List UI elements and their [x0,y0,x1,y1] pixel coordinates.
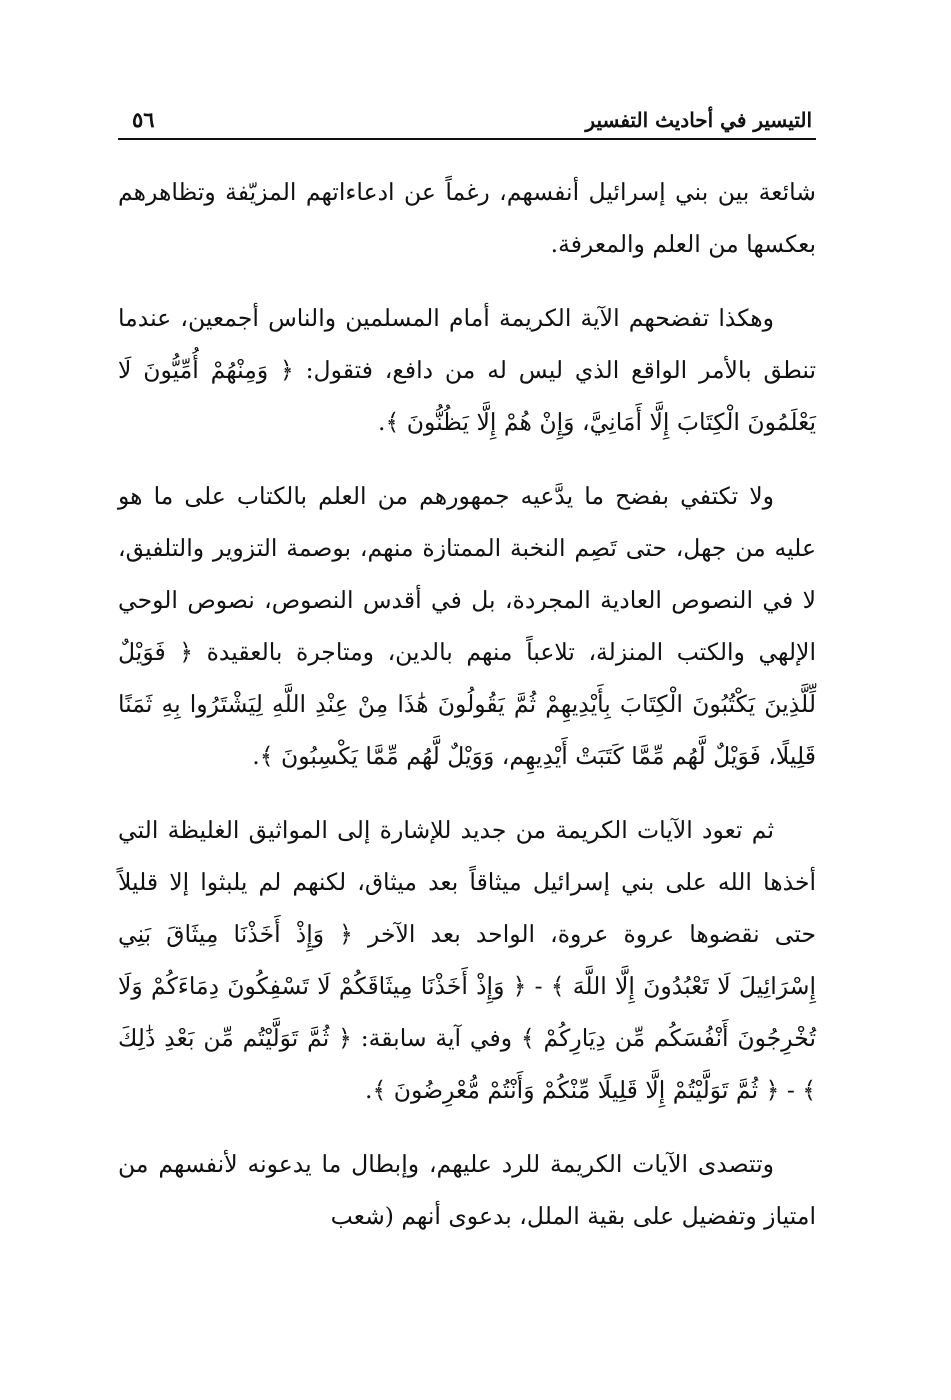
paragraph: ثم تعود الآيات الكريمة من جديد للإشارة إلى المواثيق الغليظة التي أخذها الله على بني إسرائيل ميثاقاً بعد ميثاق، لكنهم لم يلبثوا إلا قليلاً حتى نقضوها عروة عروة، الواحد بعد الآخر ﴿ وَإِذْ أَخَذْنَا مِيثَاقَ بَنِي إِسْرَائِيلَ لَا تَعْبُدُونَ إِلَّا اللَّهَ ﴾ - ﴿ وَإِذْ أَخَذْنَا مِيثَاقَكُمْ لَا تَسْفِكُونَ دِمَاءَكُمْ وَلَا تُخْرِجُونَ أَنْفُسَكُم مِّن دِيَارِكُمْ ﴾ وفي آية سابقة: ﴿ ثُمَّ تَوَلَّيْتُم مِّن بَعْدِ ذَٰلِكَ ﴾ - ﴿ ثُمَّ تَوَلَّيْتُمْ إِلَّا قَلِيلًا مِّنْكُمْ وَأَنْتُمْ مُّعْرِضُونَ ﴾. [118,816,816,1104]
page-number: ٥٦ [132,107,155,132]
paragraph: ولا تكتفي بفضح ما يدَّعيه جمهورهم من العلم بالكتاب على ما هو عليه من جهل، حتى تَصِم النخبة الممتازة منهم، بوصمة التزوير والتلفيق، لا في النصوص العادية المجردة، بل في أقدس النصوص، نصوص الوحي الإلهي والكتب المنزلة، تلاعباً منهم بالدين، ومتاجرة بالعقيدة ﴿ فَوَيْلٌ لِّلَّذِينَ يَكْتُبُونَ الْكِتَابَ بِأَيْدِيهِمْ ثُمَّ يَقُولُونَ هَٰذَا مِنْ عِنْدِ اللَّهِ لِيَشْتَرُوا بِهِ ثَمَنًا قَلِيلًا، فَوَيْلٌ لَّهُم مِّمَّا كَتَبَتْ أَيْدِيهِم، وَوَيْلٌ لَّهُم مِّمَّا يَكْسِبُونَ ﴾. [118,482,816,770]
page-body [118,166,816,1242]
running-header [118,98,816,140]
paragraph: وهكذا تفضحهم الآية الكريمة أمام المسلمين والناس أجمعين، عندما تنطق بالأمر الواقع الذي ليس له من دافع، فتقول: ﴿ وَمِنْهُمْ أُمِّيُّونَ لَا يَعْلَمُونَ الْكِتَابَ إِلَّا أَمَانِيَّ، وَإِنْ هُمْ إِلَّا يَظُنُّونَ ﴾. [118,304,816,436]
paragraph-continued: شائعة بين بني إسرائيل أنفسهم، رغماً عن ادعاءاتهم المزيّفة وتظاهرهم بعكسها من العلم والمعرفة. [118,178,816,258]
paragraph: وتتصدى الآيات الكريمة للرد عليهم، وإبطال ما يدعونه لأنفسهم من امتياز وتفضيل على بقية الملل، بدعوى أنهم (شعب [118,1150,816,1230]
book-title: التيسير في أحاديث التفسير [585,108,812,132]
